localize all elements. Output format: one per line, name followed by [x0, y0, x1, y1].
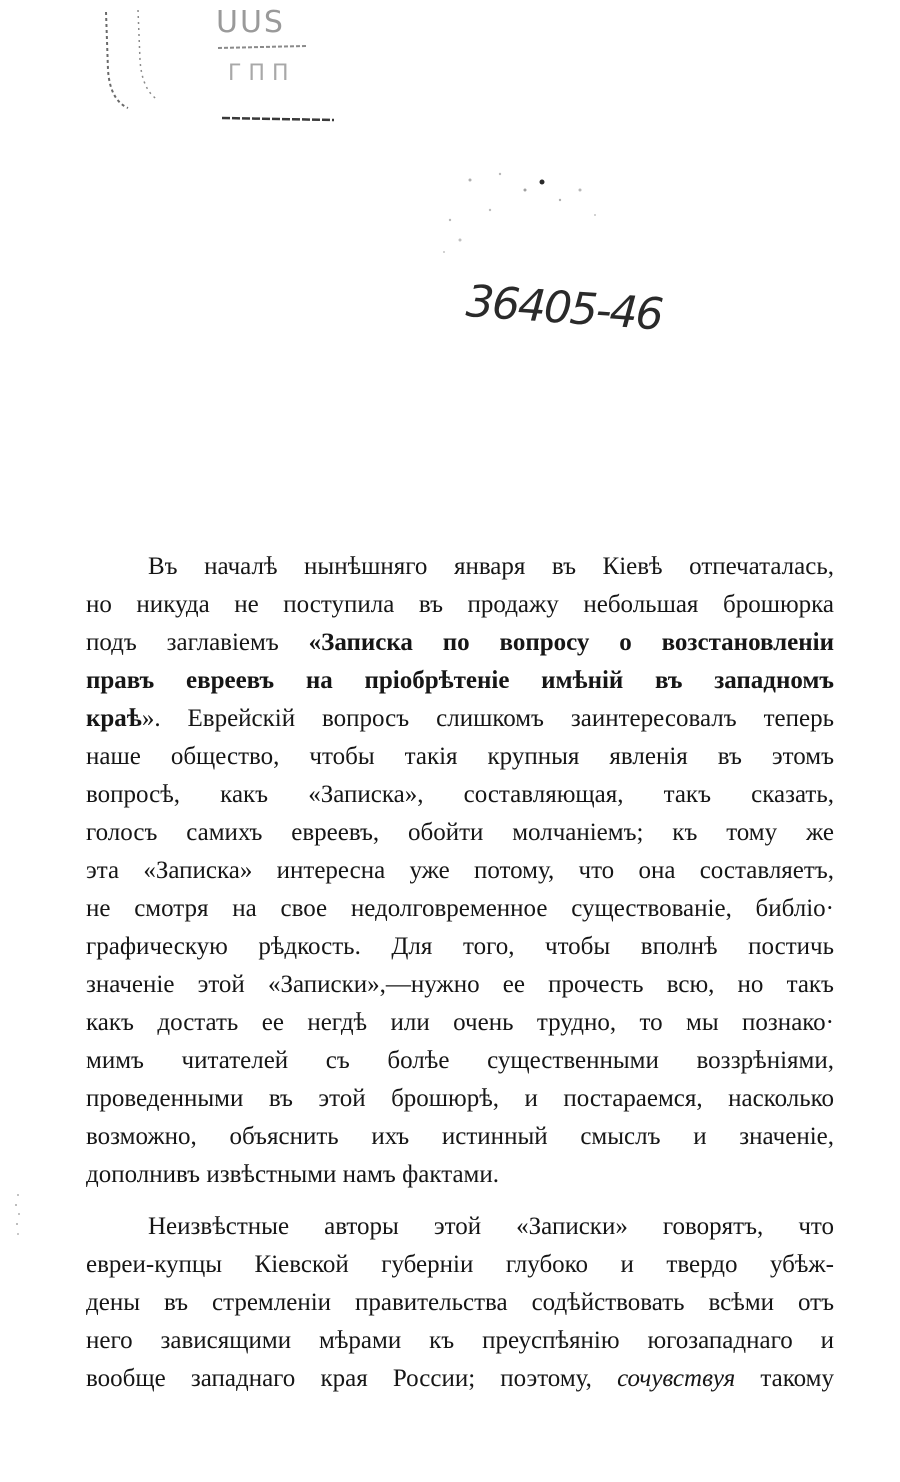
text-line: возможно, объяснить ихъ истинный смыслъ и значеніе, [86, 1123, 834, 1150]
text-line: графическую рѣдкость. Для того, чтобы вполнѣ постичь [86, 933, 834, 960]
margin-speckles [12, 1190, 24, 1240]
text-line: Въ началѣ нынѣшняго января въ Кіевѣ отпечаталась, [148, 553, 834, 580]
text-line: значеніе этой «Записки»,—нужно ее прочесть всю, но такъ [86, 971, 834, 998]
svg-text:UUS: UUS [216, 5, 285, 40]
text-line: него зависящими мѣрами къ преуспѣянію югозападнаго и [86, 1327, 834, 1354]
text-line: проведенными въ этой брошюрѣ, и постараемся, насколько [86, 1085, 834, 1112]
text-line: вопросѣ, какъ «Записка», составляющая, такъ сказать, [86, 781, 834, 808]
text-run: подъ заглавіемъ [86, 629, 309, 656]
text-line [86, 1360, 834, 1398]
text-run: вообще западнаго края России; поэтому, [86, 1365, 618, 1392]
text-line: но никуда не поступила въ продажу небольшая брошюрка [86, 591, 834, 618]
title-emphasis: краѣ [86, 705, 142, 732]
title-emphasis-line: правъ евреевъ на пріобрѣтеніе имѣній въ западномъ [86, 667, 834, 694]
faded-stamp-traces [430, 160, 620, 270]
text-line: не смотря на свое недолговременное существованіе, библіо· [86, 895, 834, 922]
text-line: Неизвѣстные авторы этой «Записки» говорятъ, что [148, 1213, 834, 1240]
text-line [86, 700, 834, 738]
svg-text:Г П П: Г П П [228, 61, 289, 86]
text-line: дополнивъ извѣстными намъ фактами. [86, 1161, 500, 1188]
main-text [86, 548, 834, 1398]
text-line: эта «Записка» интересна уже потому, что она составляетъ, [86, 857, 834, 884]
library-stamp-image [98, 0, 338, 140]
handwritten-catalog-number: 36405-46 [464, 276, 664, 341]
text-line: евреи-купцы Кіевской губерніи глубоко и твердо убѣж- [86, 1251, 834, 1278]
speckle-icon [430, 160, 620, 270]
text-line: голосъ самихъ евреевъ, обойти молчаніемъ; къ тому же [86, 819, 834, 846]
speckle-icon [12, 1190, 24, 1240]
text-line: мимъ читателей съ болѣе существенными воззрѣніями, [86, 1047, 834, 1074]
text-line: наше общество, чтобы такія крупныя явленія въ этомъ [86, 743, 834, 770]
library-stamp-icon [98, 0, 338, 140]
text-line [86, 624, 834, 662]
italic-emphasis: сочувствуя [617, 1365, 736, 1392]
text-line: дены въ стремленіи правительства содѣйствовать всѣми отъ [86, 1289, 834, 1316]
text-run: ». Еврейскій вопросъ слишкомъ заинтересовалъ теперь [141, 705, 834, 732]
paragraph-gap [86, 1194, 834, 1208]
text-line: какъ достать ее негдѣ или очень трудно, то мы познако· [86, 1009, 834, 1036]
text-run: такому [735, 1365, 834, 1392]
title-emphasis: «Записка по вопросу о возстановленіи [308, 629, 834, 656]
